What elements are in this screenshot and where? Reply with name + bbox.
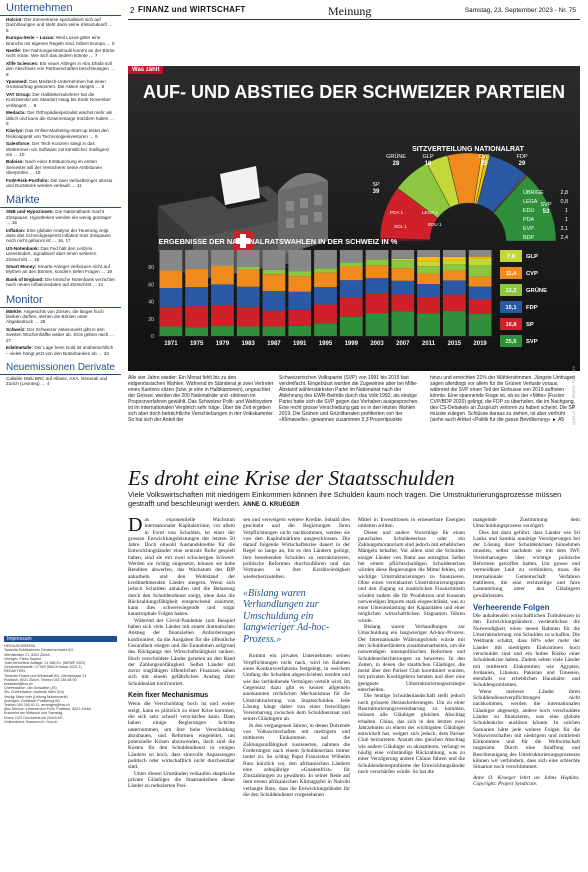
col4-para-1: mangelnde Zustimmung dem Umschuldungsprozess verzögert. [473, 517, 580, 530]
issue-date: Samstag, 23. September 2023 - Nr. 75 [464, 7, 576, 14]
maerkte-item-text: Die britische Notenbank verzichtet nach neuen Inflationsdaten auf Zinsschritt … [6, 276, 115, 288]
bar-segment [366, 278, 389, 293]
seat-count: 29 [518, 161, 526, 167]
impressum-title: Impressum [4, 636, 117, 642]
bar-segment [340, 297, 363, 316]
right-list-party: ÜBRIGE [523, 190, 544, 196]
unternehmen-item-text: Nach einer Enttäuschung im ersten Semester will der Versicherer seine Ambitionen überprüfen … [6, 159, 103, 176]
maerkte-item-page: 15 [11, 220, 17, 226]
col2-para-2: Kommt ein privates Unternehmen seinen Verpflichtungen nicht nach, wird im Rahmen eines Konkursverfahrens festgelegt, in welchem Umfang die Schulden abgeschrieben werden und wie das verbleibende Vermögen verteilt wird. Im Gegensatz dazu gibt es keinen allgemein anerkannten rechtlichen Mechanismus für die Umstrukturierung von Staatsschulden. Jede Lösung hängt daher von einer freiwilligen Vereinbarung zwischen dem Schuldnerstaat und seinen Gläubigern ab. [243, 653, 350, 723]
col3-para-4: Die heutige Schuldenlandschaft stellt jedoch noch grössere Herausforderungen. Um zu einer Restrukturierungsvereinbarung zu kommen, müssen alle Gläubiger gleichen Abschlag erhalten. China, das sich in den letzten zwei Jahrzehnten zu einem der wichtigsten Gläubiger entwickelt hat, weigert sich jedoch, dem Pariser Club beizutreten. Anstatt den gleichen Abschlag wie andere Gläubiger zu akzeptieren, verlangt es häufig eine vollständige Rückzahlung, was zu einer Verzögerung andere Chinas führen und die Schuldendienstprobleme der Entwicklungsländer noch verschärfen würde. So hat die [358, 693, 465, 775]
bar-segment [288, 250, 311, 271]
monitor-item-name: Schweiz: [6, 326, 27, 332]
impressum-line: Erscheint am Mittwoch und Samstag [4, 711, 63, 716]
impressum-line: REDAKTION [4, 669, 25, 674]
bar-segment [237, 269, 260, 286]
col4-para-4: Wenn mehrere Länder ihren Schuldendienstverpflichtungen nicht nachkommen, werden die internationalen Gläubiger abgeneigt, andere hoch verschuldete Länder zu finanzieren, was eine globale Schuldenkrise auslösen könnte. In solchen Szenarien hätte jede weitere Folgen für die Volkswirtschaften mit niedrigem und mittlerem Einkommen und für die Weltwirtschaft insgesamt. Durch eine Straffung und Beschleunigung des Umstrukturierungsprozesses können wir verhindern, dass sich eine schlechte Situation noch verschlimmert. [473, 688, 580, 771]
subheading-1: Kein fixer Mechanismus [128, 692, 209, 700]
unternehmen-item[interactable] [0, 60, 121, 78]
x-tick-label: 2011 [422, 341, 436, 347]
maerkte-item-text: Smarte Anleger verbrauen nicht auf Mythen an den Börsen, sondern tiefen Fragen … [6, 264, 110, 275]
seat-label: CVP [478, 154, 490, 160]
seat-small-label: EDU 1 [428, 222, 442, 227]
unternehmen-item[interactable] [0, 177, 121, 190]
maerkte-item-page: 21 [98, 282, 104, 288]
x-tick-label: 1975 [189, 341, 204, 347]
impressum-line: Abo-Service: Leserservice FuW, Postfach, 8021 Zürich [4, 707, 92, 712]
right-list-party: PDA [523, 217, 535, 223]
col1-para-2: Während der Covid-Pandemie zum Beispiel haben sich viele Länder mit einem dramatischen Anstieg der finanziellen Anforderungen konfrontiert, da die Ausgaben für die öffentliche Gesundheit stiegen und die Einnahmen aufgrund des Rückgangs der Wirtschaftstätigkeit sanken. Hoch verschuldete Länder gerieten an den Rand der Zahlungsunfähigkeit. Selbst Länder mit zuvor tragfähigen öffentlichen Finanzen sahen sich mit einem gefährlichen Anstieg ihrer Schuldenlast konfrontiert. [128, 617, 235, 687]
monitor-list [0, 308, 121, 357]
seat-small-label: SOL 1 [394, 224, 407, 229]
unternehmen-item[interactable] [0, 47, 121, 60]
bar-segment [469, 259, 492, 266]
col2-para-3: In den vergangenen Jahren, in denen Dutzende von Volkswirtschaften mit niedrigem und mittlerem Einkommen auf die Zahlungsunfähigkeit zusteuerten, nahmen die Forderungen nach einem Schuldenerlass immer lauter zu. So schlug Papst Franziskus Wilhelm Ruto kürzlich vor, den afrikanischen Ländern eine zehnjährige «Gnadenfrist» für Zinszahlungen zu gewähren. In seiner Rede auf dem ersten afrikanischen Klimagipfel in Nairobi verlangte Ruto, dass die Entwicklungsländer für die den Schuldendienst vorgesehenen [243, 722, 350, 798]
y-tick-label: 80 [148, 265, 154, 272]
y-tick-label: 60 [148, 282, 154, 289]
article-column-2 [243, 517, 350, 798]
unternehmen-item[interactable] [0, 78, 121, 91]
maerkte-item-name: US-Notenbank: [6, 245, 41, 251]
right-list-value: 1 [565, 217, 568, 223]
bar-segment [211, 266, 234, 284]
neuemissionen-item[interactable]: Callable Multi BRC auf Allianz, AXA, Generali und Zurich (Leonteq) … 4 [6, 375, 108, 387]
bar-segment [391, 260, 414, 268]
drop-cap: D [128, 514, 143, 536]
maerkte-item-text: Das Fed hält den Leitzins unverändert, signalisiert aber einen weiteren Zinsschritt … [6, 245, 97, 262]
legend-party: CVP [526, 271, 538, 277]
bar-segment [417, 250, 440, 257]
right-list-value: 2,8 [560, 190, 568, 196]
bars-title: ERGEBNISSE DER NATIONALRATSWAHLEN IN DER SCHWEIZ IN % [158, 237, 398, 246]
unternehmen-item-text: Das Online-Marketing-Start-up testet den Risikoappetit von Technologieinvestoren … [6, 128, 109, 139]
bar-segment [160, 288, 183, 307]
unternehmen-item-page: 10 [35, 170, 41, 176]
bar-segment [288, 326, 311, 336]
monitor-item-name: Edelmetalle: [6, 345, 35, 351]
bar-segment [263, 311, 286, 327]
graphic-caption-1: Alle vier Jahre wieder: Ein Monat fehlt bis zu den eidgenössischen Wahlen. Während im Ständerat je zwei Vertreter eines Kantons sitzen (bzw. je eine in Halbkantonen), ungeachtet der Grösse, werden die 200 Nationalräte und -rätinnen im Proporzverfahren gewählt. Das Schweizer Polit- und Wahlsystem ist im internationalen Vergleich sehr träge. Über die Zeit ergeben sich aber doch beträchtliche Verschiebungen in der Volkskammer. So hat sich der Anteil der [128, 375, 274, 423]
maerkte-list [0, 208, 121, 288]
bar-segment [160, 250, 183, 271]
bar-segment [288, 276, 311, 291]
unternehmen-item[interactable] [0, 34, 121, 47]
bar-segment [211, 284, 234, 305]
bar-segment [469, 314, 492, 336]
seat-count: 39 [372, 189, 380, 195]
x-tick-label: 1999 [344, 341, 358, 347]
article-column-4 [473, 517, 580, 787]
x-tick-label: 1995 [318, 341, 333, 347]
bar-segment [417, 273, 440, 284]
bar-segment [391, 259, 414, 260]
x-tick-label: 2019 [473, 341, 487, 347]
unternehmen-item[interactable] [0, 16, 121, 34]
bar-segment [391, 294, 414, 311]
right-list-party: LEGA [523, 199, 538, 205]
bar-segment [263, 250, 286, 270]
col4-para-2: Dies hat dazu geführt, dass Länder wie Sri Lanka und Sambia unnötige Verzögerungen bei der Lösung ihrer Schuldenkrisen hinnehmen mussten, selbst nachdem sie mit dem IWF Vereinbarungen über wichtige politische Reformen getroffen hatten. Um grosse und vermeidbare Leid zu verhindern, muss die internationale Gemeinschaft Verfahren etablieren, die eine rechtzeitige und faire Lastenteilung unter den Gläubigern gewährleisten. [473, 529, 580, 599]
bar-segment [340, 262, 363, 266]
unternehmen-item-name: Holcim: [6, 17, 25, 22]
monitor-item-text: Der Schweizer Aktienmarkt gibt in den zweiten Wochenhälfte weiter ab. SGS geben nach … [6, 326, 115, 338]
bar-segment [443, 280, 466, 294]
unternehmen-item-page: 9 [33, 102, 37, 108]
bar-segment [314, 287, 337, 304]
legend-value: 25,6 [505, 339, 517, 345]
bar-segment [340, 250, 363, 262]
col1-para-1: as exponentielle Wachstum internationaler Kapitalströme, vor allem in Form von Schulden, ist einer der grossen Entwicklungsleistungen der letzten 50 Jahre. Doch obwohl Auslandskredite für die Entwicklungsländer eine zentrale Rolle gespielt haben, sind sie mit zwei schwierigen Schwert. Werden sie richtig eingesetzt, können sie hohe Renditen abwerfen, das Wachstum des BIP ankurbeln und den Wohlstand der kreditnehmenden Länder steigern. Wenn sich jedoch Schulden anhäufen und die Belastung durch den Schuldendienst steigt, ohne dass die Rückzahlungsfähigkeit entsprechend zunimmt, kann dies schwerwiegende und sogar katastrophale Folgen haben. [128, 517, 235, 618]
bar-segment [314, 250, 337, 268]
unternehmen-item-name: Xlife Sciences: [6, 60, 40, 66]
unternehmen-item[interactable] [0, 91, 121, 109]
unternehmen-item-page: 9 [6, 120, 9, 126]
x-tick-label: 1983 [241, 341, 255, 347]
impressum-line: HERAUSGEBERIN [4, 644, 36, 649]
seat-label: SP [372, 182, 380, 188]
author-bio: Anne O. Krueger lehrt an Johns Hopkins. Copyright: Project Syndicate. [473, 774, 580, 787]
bar-segment [391, 250, 414, 259]
subheading-2: Verheerende Folgen [473, 602, 550, 612]
bar-segment [443, 264, 466, 270]
bar-segment [417, 284, 440, 297]
seat-count: 16 [424, 161, 432, 167]
neuemissionen-text: Callable Multi BRC auf Allianz, AXA, Generali und Zurich (Leonteq) [6, 375, 108, 387]
maerkte-item-page: 19 [106, 269, 112, 275]
seat-label: SVP [540, 202, 552, 208]
col1-para-4: Unter diesen Umständen verkaufen skeptische private Gläubiger die Staatsanleihen dieser Länder zu reduzierten Prei- [128, 770, 235, 790]
bar-segment [340, 267, 363, 281]
bar-segment [340, 317, 363, 336]
section-title-unternehmen: Unternehmen [0, 0, 121, 16]
col2-para-1: sen und verweigern weitere Kredite. Sobald dies geschieht und die Regierungen ihren Verpflichtungen nicht nachkommen, werden sie von den Kapitalmärkten ausgeschlossen. Die darauf folgende Wirtschaftskrise dauert in der Regel so lange an, bis es den Ländern gelingt, ihre bestehenden Schulden zu restrukturieren, politische Reformen durchzuführen und das Vertrauen in ihre Kreditwürdigkeit wiederherzustellen. [243, 517, 350, 580]
bar-segment [237, 326, 260, 336]
x-tick-label: 1991 [293, 341, 307, 347]
legend-value: 13,2 [505, 288, 517, 294]
unternehmen-item-text: Ein neuer Ableger in Abu Dhabi soll den Abschluss von Partnerschaften beschleunigen … [6, 60, 115, 72]
bar-segment [237, 287, 260, 307]
maerkte-item-name: SNB und Hypozinsen: [6, 209, 56, 215]
bar-segment [211, 326, 234, 336]
article-lead-text: Viele Volkswirtschaften mit niedrigem Einkommen können ihre Schulden kaum noch tragen. Die Umstrukturierungsprozesse müssen gestrafft und beschleunigt werden. [128, 490, 562, 508]
bar-segment [366, 313, 389, 336]
unternehmen-item-text: Der Nahrungsmittelmulti kommt an der Börse nicht voran. Wie sich das ändern könnte … [6, 48, 115, 59]
unternehmen-item-page: 7 [94, 53, 98, 59]
unternehmen-item-name: Baloise: [6, 159, 26, 165]
impressum-line: Tamedia Finanz und Wirtschaft AG, Werdstrasse 21 [4, 673, 87, 678]
bar-segment [340, 280, 363, 297]
seat-label: FDP [516, 154, 528, 160]
article-column-1 [128, 514, 235, 790]
bar-segment [263, 274, 286, 291]
unternehmen-item-name: Medacta: [6, 110, 28, 116]
monitor-item[interactable] [0, 326, 121, 344]
right-list-value: 1 [565, 208, 568, 214]
bar-segment [160, 307, 183, 327]
impressum-line: Druck: DZZ Druckzentrum Zürich AG [4, 715, 63, 720]
impressum-line: Telefon 044 248 40 11, anzeigen@fuw.ch [4, 703, 70, 708]
bar-segment [391, 281, 414, 295]
bar-segment [237, 250, 260, 267]
impressum [4, 636, 117, 724]
legend-party: GLP [526, 254, 538, 260]
unternehmen-item-page: 8 [6, 71, 9, 77]
unternehmen-item-name: Ypsomed: [6, 79, 30, 85]
page-header [128, 0, 580, 20]
unternehmen-item[interactable] [0, 109, 121, 127]
section-title-neuemissionen: Neuemissionen Derivate [0, 360, 121, 375]
bar-segment [314, 304, 337, 323]
bar-segment [288, 271, 311, 276]
maerkte-item-page: 16, 17 [57, 238, 71, 244]
maerkte-item-page: 18 [34, 256, 40, 262]
neuemissionen-page: 4 [46, 381, 50, 387]
bar-segment [469, 265, 492, 276]
paper-logo: FINANZ und WIRTSCHAFT [138, 5, 246, 14]
right-list-party: EVP [523, 226, 534, 232]
right-list-value: 0,8 [560, 199, 568, 205]
col1-para-3: Wenn die Verschuldung hoch ist und weiter steigt, kann es plötzlich zu einer Krise kommen, die sich sehr schnell verschärfen kann. Dann haben einige Regierungen Schritte unternommen, um ihre hohe Verschuldung abzubauen, und Reformen eingeleitet, um potenzielle Krisen abzuwenden, doch sind die Kosten für den Schuldendienst in einigen Ländern so hoch, dass sinnvolle Anpassungen politisch oder wirtschaftlich nicht durchsetzbar sind. [128, 701, 235, 771]
bar-segment [314, 273, 337, 287]
legend-value: 11,4 [505, 271, 517, 277]
maerkte-item[interactable] [0, 245, 121, 263]
unternehmen-item-text: Weil Luxus-güter eine Branche mit eigenen Regeln sind, brillert Europa … [6, 35, 112, 46]
monitor-item[interactable] [0, 344, 121, 357]
graphic-source: QUELLE: BFS · GRAFIK: FUW, KES [572, 366, 576, 425]
seat-small-label: LEGA 1 [422, 210, 438, 215]
maerkte-item[interactable] [0, 263, 121, 276]
bar-segment [391, 311, 414, 336]
bar-segment [391, 268, 414, 280]
col3-para-2: Dieser und andere Vorschläge für einen pauschalen Schuldenerlass oder ein Zahlungsmoratorium sind jedoch mit erheblichen Mängeln behaftet. Vor allem sind die Schulden einiger Länder von Natur aus untragbar. Selbst bei einem pflichtschuldigen Schuldenerlass würden diese Regierungen die Mittel fehlen, um wichtige Umstrukturierungen zu finanzieren. Ohne einen vereinbarten Umstrukturierungsplan und den Zugang zu zusätzlichen Finanzmitteln würden zudem die für Produktion und Konsum notwendigen Importe stark eingeschränkt, was zu einer Unterauslastung der Kapazitäten und einer möglichen wirtschaftlichen Stagnation führen würde. [358, 529, 465, 624]
maerkte-item[interactable] [0, 227, 121, 245]
unternehmen-list [0, 16, 121, 189]
graphic-tag: Was zählt [128, 66, 163, 74]
article-title: Es droht eine Krise der Staatsschulden [128, 466, 455, 490]
legend-party: FDP [526, 305, 538, 311]
legend-party: SVP [526, 339, 538, 345]
impressum-line: Postfach, 8021 Zürich, Telefon 044 248 58 00 [4, 677, 77, 682]
monitor-item-name: Märkte: [6, 308, 24, 314]
unternehmen-item-name: VAT Group: [6, 91, 33, 97]
bar-segment [263, 291, 286, 311]
bar-segment [469, 287, 492, 300]
right-list-value: 2,1 [560, 226, 568, 232]
x-tick-label: 2003 [370, 341, 384, 347]
monitor-item-text: Angesichts von Zinsen, die länger hoch bleiben dürften, stehen die Börsen unter Abgabedruck … [6, 308, 104, 325]
seat-title: SITZVERTEILUNG NATIONALRAT [412, 146, 524, 153]
bar-segment [237, 267, 260, 269]
bar-segment [211, 305, 234, 326]
maerkte-item[interactable] [0, 208, 121, 226]
monitor-item-text: Der Lage beim Gold ist unübersichtlich – vieles hängt jetzt von den Notenbanken ab … [6, 345, 114, 356]
unternehmen-item[interactable] [0, 140, 121, 158]
bar-segment [288, 292, 311, 310]
col3-para-3: Bislang waren Verhandlungen zur Umschuldung ein langwieriger Ad-hoc-Prozess. Der Internationale Währungsfonds würde mit den Schuldnerländern zusammenarbeiten, um die notwendigen innenpolitischen Reformen und Schuldenerleichterungen zu bewerten. In den Zeiten, in denen die staatlichen Gläubiger, die meist über den Pariser Club koordiniert wurden, mit privaten Kreditgebern beraten und über eine geeignete Umstrukturierungsstrategie entscheiden. [358, 624, 465, 694]
bar-segment [185, 327, 208, 336]
seat-label: GRÜNE [386, 154, 406, 160]
bar-segment [469, 277, 492, 287]
bar-segment [443, 295, 466, 311]
impressum-line: Onlinedienst: finanzen.ch / fuw.ch [4, 719, 58, 724]
legend-party: SP [526, 322, 534, 328]
section-name: Meinung [328, 4, 372, 18]
bar-segment [160, 326, 183, 336]
seat-label: GLP [422, 154, 434, 160]
legend-party: GRÜNE [526, 288, 547, 294]
unternehmen-item-page: 8 [101, 84, 105, 90]
bar-segment [366, 250, 389, 259]
bar-segment [417, 297, 440, 313]
bar-segment [263, 270, 286, 274]
monitor-item-page: 23 [103, 350, 109, 356]
unternehmen-item-page: 10 [19, 151, 25, 157]
seat-count: 25 [480, 161, 488, 167]
unternehmen-item-page: 11 [76, 182, 82, 188]
unternehmen-item-page: 9 [95, 133, 98, 139]
article-column-3 [358, 517, 465, 775]
unternehmen-item-text: Der Halbleiterzulieferer hat die Kurszwecke am Standort Haag bis Ende November verlängert … [6, 91, 111, 108]
bar-segment [185, 287, 208, 306]
bar-segment [211, 250, 234, 266]
sidebar [0, 0, 121, 872]
unternehmen-item[interactable] [0, 158, 121, 176]
maerkte-item-text: Die Nationalbank macht Zinspause; Hypotheken werden ein wenig günstiger … [6, 209, 112, 226]
impressum-line: Werdstrasse 21, 8004 Zürich [4, 652, 51, 657]
monitor-item[interactable] [0, 308, 121, 326]
maerkte-item-name: Bank of England: [6, 276, 46, 282]
bar-segment [185, 306, 208, 327]
legend-value: 16,8 [505, 322, 517, 328]
bar-segment [469, 300, 492, 314]
right-list-party: EDU [523, 208, 535, 214]
article-lead [128, 490, 580, 510]
bar-segment [263, 327, 286, 336]
col4-para-3: Die anhaltenden wirtschaftlichen Turbulenzen in den Entwicklungsländern verdeutlichen die Notwendigkeit, einen neuen Rahmen für die Umstrukturierung von Schulden zu schaffen. Die Weltbank schätzt, dass 60% oder mehr der Länder mit niedrigem Einkommen hoch verschuldet sind und ein hohes Risiko einer Schuldenkrise haben. Zudem sehen viele Länder mit mittlerem Einkommen wie Ägypten, Jordanien, Libanon, Pakistan und Tunesien, ebenfalls vor erheblichen Haushalts- und Schuldenproblemen. [473, 613, 580, 689]
bar-segment [469, 250, 492, 257]
impressum-line: redaktion@fuw.ch [4, 682, 33, 687]
monitor-item-page: 28 [40, 319, 46, 325]
bar-segment [417, 313, 440, 336]
bar-segment [185, 250, 208, 269]
bar-segment [211, 266, 234, 267]
unternehmen-item-page: 6 [111, 40, 115, 46]
x-tick-label: 1987 [267, 341, 281, 347]
bar-segment [314, 268, 337, 272]
bar-segment [237, 307, 260, 327]
y-tick-label: 20 [148, 316, 154, 323]
maerkte-item-text: Eine globale Analyse der Teuerung zeigt, dass das Schreckgespenst Inflation trotz Zinspause noch nicht gebannt ist … [6, 227, 111, 244]
maerkte-item-name: Inflation: [6, 227, 27, 233]
x-tick-label: 2015 [447, 341, 462, 347]
x-tick-label: 1979 [215, 341, 230, 347]
unternehmen-item-text: Der Zementriese spezialisiert sich auf Dachlösungen und steht darin seine Klimazukunft … [6, 17, 113, 28]
unternehmen-item-name: Salesforce: [6, 141, 33, 147]
seat-count: 53 [542, 209, 550, 215]
impressum-line: Stv. Chefredaktor: Andreas Kälin (KA) [4, 690, 65, 695]
graphic-caption-2: Schweizerischen Volkspartei (SVP) von 1991 bis 2015 fast verdreifacht. Eingebüsst wurden die Zugewinne aber bei Mitte-Abstand wählerstärksten Partei im Nationalrat nach der Ablehnung des EWR-Beitritts durch das Volk 1992; als einzige Partei hatte sich die SVP gegen das Vorhaben ausgesprochen. Eine recht grosse Verschiebung gab es in den letzten Wahlen 2019: Die Grünen und Grünliberalen profitierten von der «Klimawelle», gewannen zusammen 9,3 Prozentpunkte [279, 375, 419, 423]
impressum-line: Verlag: Marc Isler (Leitung Nutzermarkt) [4, 694, 68, 699]
unternehmen-item[interactable] [0, 127, 121, 140]
legend-value: 7,8 [507, 254, 515, 260]
unternehmen-item-page: 5 [6, 27, 9, 33]
bar-segment [185, 269, 208, 287]
legend-value: 15,1 [505, 305, 517, 311]
section-title-maerkte: Märkte [0, 192, 121, 208]
bar-segment [469, 257, 492, 259]
impressum-line: Tamedia Publikationen Deutschschweiz AG [4, 648, 74, 653]
impressum-line: Anzeigen: Goldbach Publishing AG [4, 698, 60, 703]
bar-segment [288, 310, 311, 326]
bar-segment [314, 323, 337, 336]
bar-segment [366, 259, 389, 265]
y-tick-label: 0 [151, 334, 154, 340]
unternehmen-item-text: Der Orthopädiespezialist wächst mehr als üblich und kann die Gewinnmarge trotzdem halten … [6, 110, 115, 121]
col3-para-1: Mittel in Investitionen in erneuerbare Energien umleiten sollten. [358, 517, 465, 530]
impressum-lines [4, 644, 117, 724]
seat-small-label: PDA 1 [390, 210, 404, 215]
page-number: 2 [130, 6, 135, 15]
maerkte-item-name: Smart Money: [6, 264, 38, 270]
maerkte-item[interactable] [0, 276, 121, 289]
impressum-line: Total verbreitete Auflage: 21 586 Ex. (WEMF 2023) [4, 661, 86, 666]
impressum-line: Gesamtreichweite: 72 000 (MACH Basic 2022-1) [4, 665, 82, 670]
graphic-caption-3: hinzu und erreichten 21% der Wählerstimmen. Jüngste Umfragen sagen allerdings vor allem für die Grünen Verluste voraus, während die SVP einen Teil der Einbusse von 2019 aufholen könnte. Eine spannende Frage ist, ob es der «Mitte» (Fusion CVP/BDP 2020) gelingt, die FDP zu überholen, die im Nachgang des CS-Debakels an Zuspruch verloren zu haben scheint. Die SP müsste zulegen. Schlüsse daraus zu ziehen, ist aber verfrüht (siehe auch Artikel «Politik für die ganze Bevölkerung» ► A5 [430, 375, 576, 423]
unternehmen-item-name: Nestlé: [6, 48, 23, 54]
graphic-headline: AUF- UND ABSTIEG DER SCHWEIZER PARTEIEN [142, 82, 566, 102]
unternehmen-item-name: Klaviyo: [6, 128, 26, 134]
unternehmen-item-name: FuW-Risk-Portfolio: [6, 177, 51, 183]
impressum-line: Chefredaktor: Jan Schwalbe (JS) [4, 686, 57, 691]
bar-segment [417, 257, 440, 262]
unternehmen-item-name: Europa-Serie – Luxus: [6, 35, 57, 41]
bar-segment [443, 257, 466, 261]
bar-segment [417, 266, 440, 273]
bar-segment [443, 270, 466, 280]
y-tick-label: 40 [148, 299, 154, 306]
monitor-item-page: 27 [6, 337, 12, 343]
unternehmen-item-text: Das Medtech-Unternehmen hat einen Grossauftrag gewonnen. Die Aktien steigen … [6, 79, 106, 90]
section-title-monitor: Monitor [0, 292, 121, 308]
bar-segment [443, 311, 466, 336]
bar-segment [366, 293, 389, 313]
right-list-party: BDP [523, 235, 535, 241]
bar-segment [160, 271, 183, 288]
bar-segment [366, 266, 389, 278]
impressum-line: Verleger: Pietro Supino [4, 656, 41, 661]
unternehmen-item-text: Der Tech-Konzern steigt in das Wettrennen um Software mit künstlicher Intelligenz ein … [6, 141, 110, 157]
bar-segment [417, 262, 440, 267]
x-tick-label: 1971 [164, 341, 178, 347]
seat-count: 28 [392, 161, 400, 167]
bar-segment [443, 250, 466, 257]
unternehmen-item-text: Die zwei Verlustbringer Idorsia und DocMorris werden verkauft … [6, 177, 113, 188]
right-list-value: 2,4 [560, 235, 568, 241]
pull-quote: «Bislang waren Verhandlungen zur Umschuldung ein langwieriger Ad-hoc-Prozess.» [243, 587, 330, 645]
article-author-tag: ANNE O. KRUEGER [242, 502, 300, 508]
bar-segment [443, 260, 466, 264]
x-tick-label: 2007 [396, 341, 410, 347]
